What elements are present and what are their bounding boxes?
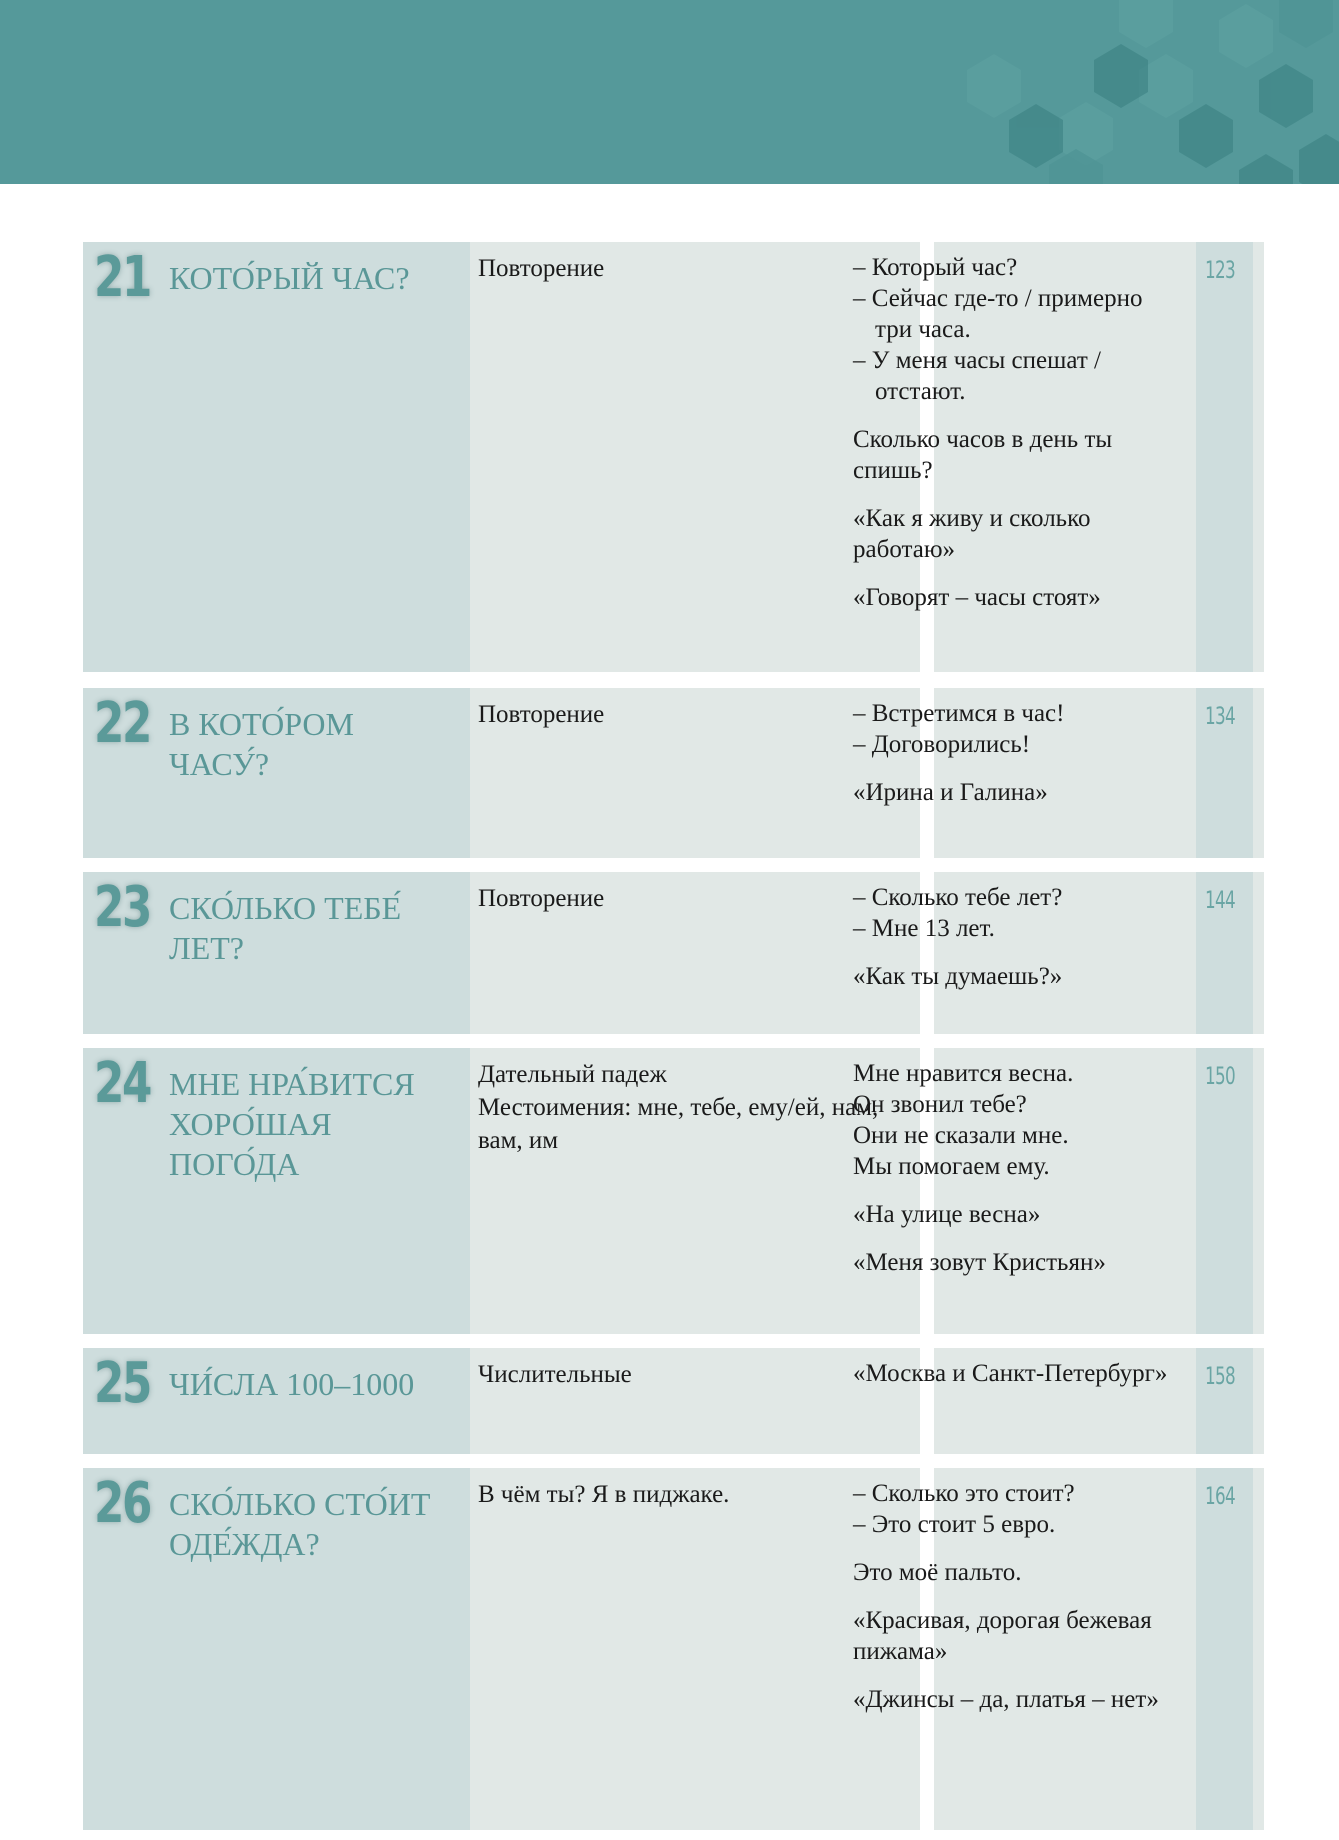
lesson-number: 23 bbox=[94, 875, 151, 940]
lesson-title: ЧИ́СЛА 100–1000 bbox=[169, 1366, 415, 1402]
lesson-number: 21 bbox=[94, 245, 151, 310]
grammar-topics bbox=[478, 882, 908, 915]
grammar-topics bbox=[478, 1478, 908, 1511]
text-item: «Красивая, дорогая бежевая пижама» bbox=[853, 1607, 1152, 1665]
lesson-row-21 bbox=[83, 242, 1253, 672]
text-item: «Меня зовут Кристьян» bbox=[853, 1249, 1106, 1276]
grammar-topics bbox=[478, 1358, 908, 1391]
text-item: – Сейчас где-то / примерно три часа. bbox=[853, 285, 1143, 343]
text-item: – Сколько это стоит? bbox=[853, 1480, 1075, 1507]
page-number: 158 bbox=[1205, 1362, 1235, 1390]
text-item: – Сколько тебе лет? bbox=[853, 884, 1063, 911]
text-item: – У меня часы спешат / отстают. bbox=[853, 347, 1101, 405]
lesson-row-23 bbox=[83, 872, 1253, 1034]
lesson-number: 25 bbox=[94, 1351, 151, 1416]
page-number: 150 bbox=[1205, 1062, 1235, 1090]
text-item: «Как ты думаешь?» bbox=[853, 963, 1063, 990]
grammar-item: Повторение bbox=[478, 255, 605, 282]
text-item: – Договорились! bbox=[853, 731, 1031, 758]
text-item: Мы помогаем ему. bbox=[853, 1153, 1050, 1180]
lesson-texts bbox=[853, 698, 1183, 808]
text-item: «Ирина и Галина» bbox=[853, 779, 1048, 806]
lesson-title: В КОТО́РОМ ЧАСУ́? bbox=[169, 706, 354, 782]
text-item: «На улице весна» bbox=[853, 1201, 1041, 1228]
lesson-number: 22 bbox=[94, 691, 151, 756]
lesson-row-24 bbox=[83, 1048, 1253, 1334]
grammar-item: Дательный падеж bbox=[478, 1061, 667, 1088]
text-item: Это моё пальто. bbox=[853, 1559, 1022, 1586]
lesson-texts bbox=[853, 1358, 1183, 1389]
grammar-item: В чём ты? Я в пиджаке. bbox=[478, 1481, 730, 1508]
text-item: Сколько часов в день ты спишь? bbox=[853, 426, 1113, 484]
text-item: «Джинсы – да, платья – нет» bbox=[853, 1686, 1159, 1713]
text-item: – Мне 13 лет. bbox=[853, 915, 995, 942]
grammar-item: Местоимения: мне, тебе, ему/ей, нам, вам, им bbox=[478, 1094, 879, 1154]
text-item: Они не сказали мне. bbox=[853, 1122, 1069, 1149]
lesson-texts bbox=[853, 1058, 1183, 1278]
lesson-number: 26 bbox=[94, 1471, 151, 1536]
page-number: 144 bbox=[1205, 886, 1235, 914]
page-cell bbox=[1196, 1048, 1253, 1334]
title-cell bbox=[167, 242, 470, 672]
lesson-number: 24 bbox=[94, 1051, 151, 1116]
lesson-title: СКО́ЛЬКО ТЕБЕ́ ЛЕТ? bbox=[169, 890, 402, 966]
text-item: Он звонил тебе? bbox=[853, 1091, 1027, 1118]
grammar-topics bbox=[478, 1058, 908, 1157]
grammar-topics bbox=[478, 698, 908, 731]
lesson-row-22 bbox=[83, 688, 1253, 858]
text-item: – Встретимся в час! bbox=[853, 700, 1065, 727]
text-item: – Который час? bbox=[853, 254, 1018, 281]
page-number: 134 bbox=[1205, 702, 1235, 730]
grammar-topics bbox=[478, 252, 908, 285]
page-cell bbox=[1196, 242, 1253, 672]
text-item: – Это стоит 5 евро. bbox=[853, 1511, 1056, 1538]
lesson-title: КОТО́РЫЙ ЧАС? bbox=[169, 260, 410, 296]
text-item: «Как я живу и сколько работаю» bbox=[853, 505, 1091, 563]
page-cell bbox=[1196, 1468, 1253, 1830]
grammar-item: Повторение bbox=[478, 885, 605, 912]
grammar-item: Числительные bbox=[478, 1361, 632, 1388]
lesson-title: СКО́ЛЬКО СТО́ИТ ОДЕ́ЖДА? bbox=[169, 1486, 431, 1562]
text-item: «Говорят – часы стоят» bbox=[853, 584, 1101, 611]
grammar-item: Повторение bbox=[478, 701, 605, 728]
page-number: 123 bbox=[1205, 256, 1235, 284]
lesson-texts bbox=[853, 882, 1183, 992]
lesson-title: МНЕ НРА́ВИТСЯ ХОРО́ШАЯ ПОГО́ДА bbox=[169, 1066, 415, 1182]
lesson-row-25 bbox=[83, 1348, 1253, 1454]
lesson-texts bbox=[853, 1478, 1183, 1715]
lesson-texts bbox=[853, 252, 1183, 613]
lesson-row-26 bbox=[83, 1468, 1253, 1830]
page-number: 164 bbox=[1205, 1482, 1235, 1510]
text-item: Мне нравится весна. bbox=[853, 1060, 1074, 1087]
text-item: «Москва и Санкт-Петербург» bbox=[853, 1360, 1168, 1387]
